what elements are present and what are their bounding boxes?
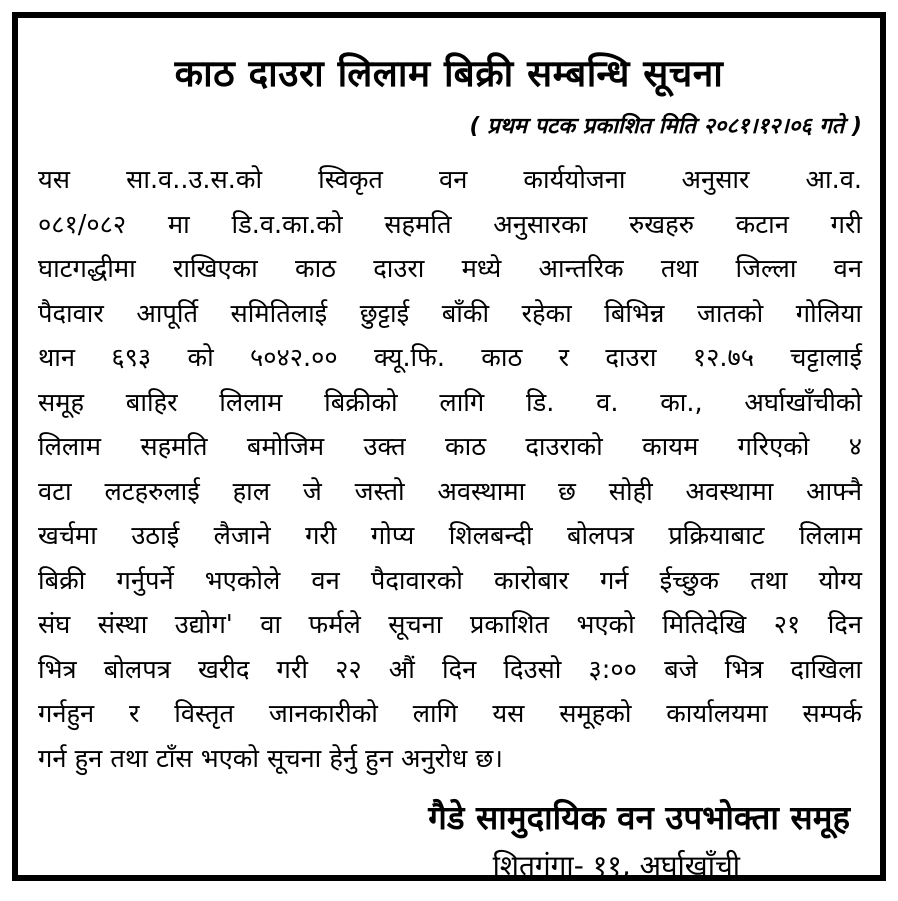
body-line: समूह बाहिर लिलाम बिक्रीको लागि डि. व. का., अर्घाखाँचीको [38, 387, 862, 418]
published-date: ( प्रथम पटक प्रकाशित मिति २०८१।१२।०६ गते ) [469, 114, 862, 139]
signature-organization: गैडे सामुदायिक वन उपभोक्ता समूह [428, 798, 850, 837]
signature-address: शितगंगा- ११, अर्घाखाँची [492, 849, 740, 882]
body-line: लिलाम सहमति बमोजिम उक्त काठ दाउराको कायम गरिएको ४ [38, 432, 862, 462]
body-line: ०८१/०८२ मा डि.व.का.को सहमति अनुसारका रुखहरु कटान गरी [38, 209, 862, 240]
notice-body [38, 158, 862, 781]
body-line: थान ६९३ को ५०४२.०० क्यू.फि. काठ र दाउरा १२.७५ चट्टालाई [38, 343, 862, 373]
body-line: संघ संस्था उद्योग' वा फर्मले सूचना प्रकाशित भएको मितिदेखि २१ दिन [38, 610, 862, 640]
body-line: खर्चमा उठाई लैजाने गरी गोप्य शिलबन्दी बोलपत्र प्रक्रियाबाट लिलाम [38, 521, 862, 551]
body-line: गर्नहुन र विस्तृत जानकारीको लागि यस समूहको कार्यालयमा सम्पर्क [38, 699, 862, 729]
body-line: पैदावार आपूर्ति समितिलाई छुट्टाई बाँकी रहेका बिभिन्न जातको गोलिया [38, 298, 862, 329]
body-line: वटा लटहरुलाई हाल जे जस्तो अवस्थामा छ सोही अवस्थामा आफ्नै [38, 476, 862, 507]
body-line: भित्र बोलपत्र खरीद गरी २२ औं दिन दिउसो ३:०० बजे भित्र दाखिला [38, 654, 862, 685]
notice-frame [12, 12, 886, 881]
body-line: यस सा.व..उ.स.को स्विकृत वन कार्ययोजना अनुसार आ.व. [38, 165, 862, 195]
notice-title: काठ दाउरा लिलाम बिक्री सम्बन्धि सूचना [174, 52, 724, 95]
body-line: बिक्री गर्नुपर्ने भएकोले वन पैदावारको कारोबार गर्न ईच्छुक तथा योग्य [38, 565, 862, 596]
body-line: गर्न हुन तथा टाँस भएको सूचना हेर्नु हुन अनुरोध छ। [38, 743, 503, 774]
body-line: घाटगद्धीमा राखिएका काठ दाउरा मध्ये आन्तरिक तथा जिल्ला वन [38, 254, 862, 284]
